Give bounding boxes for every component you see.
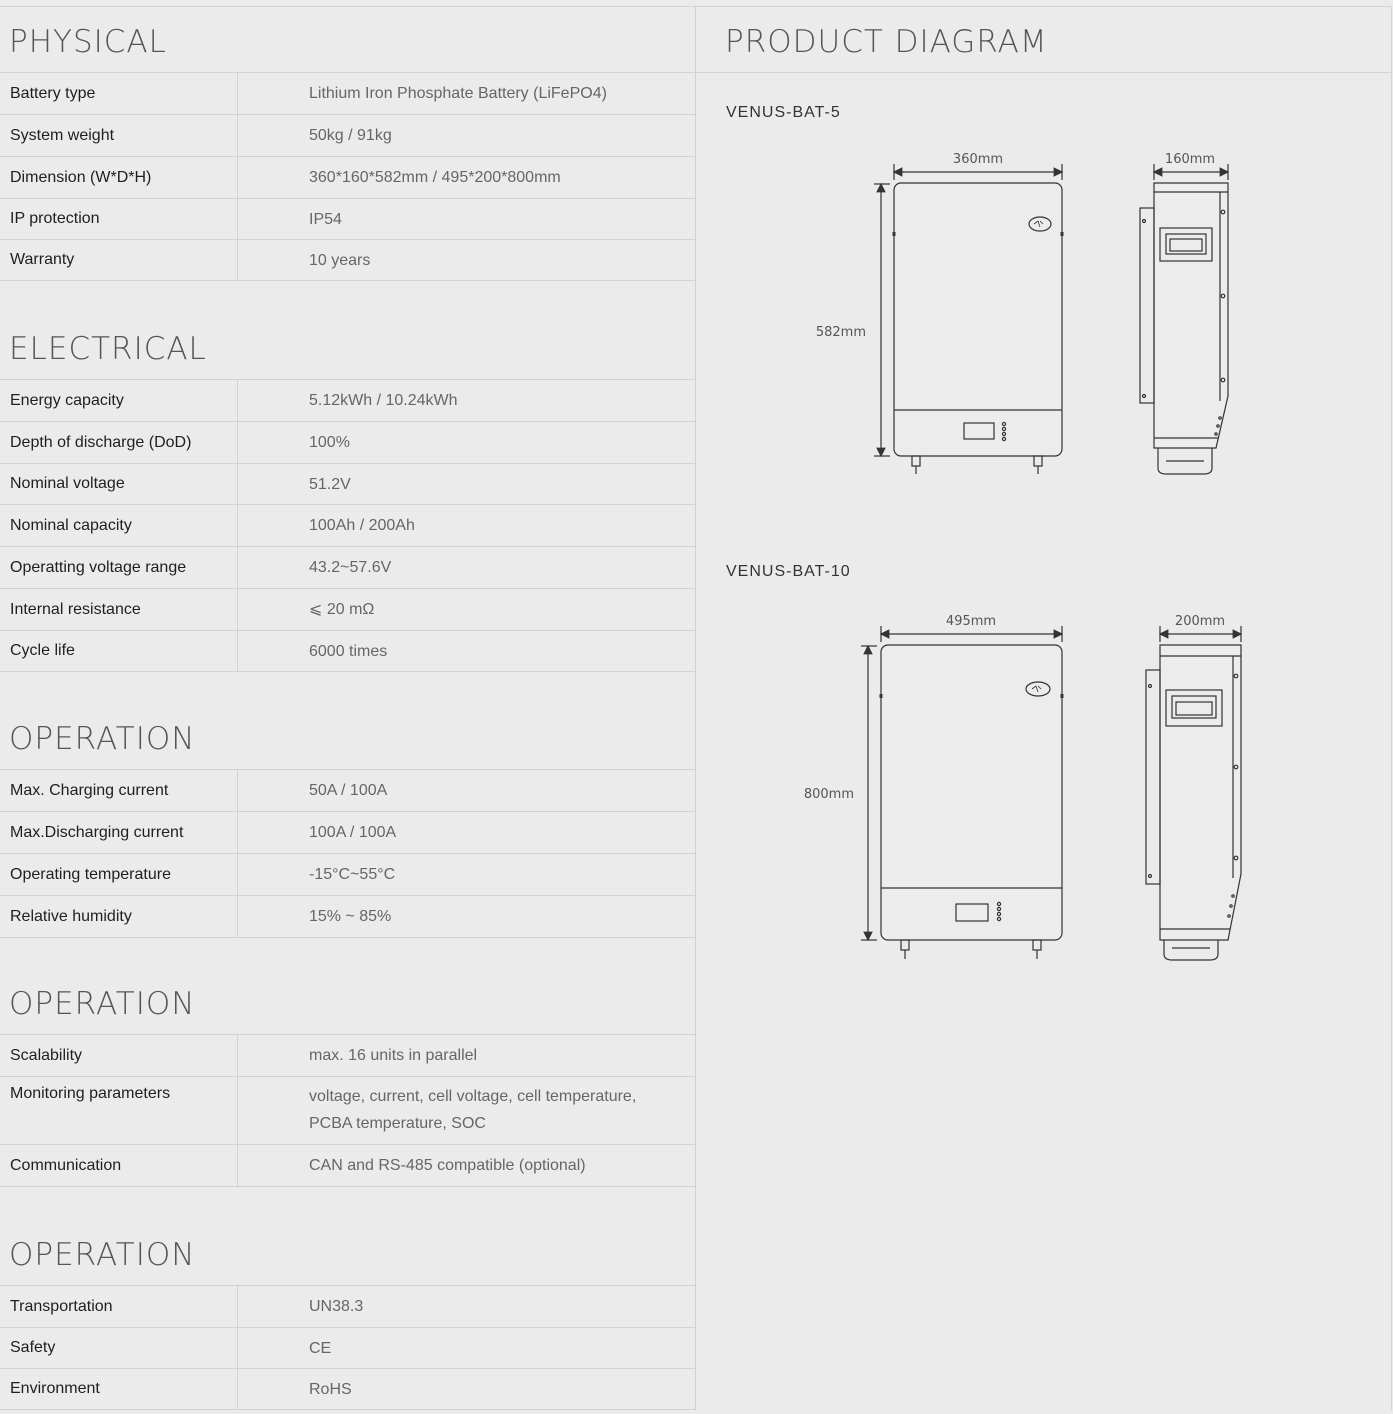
spec-label: Transportation: [0, 1286, 238, 1327]
operation-heading: OPERATION: [9, 986, 196, 1022]
model-name: VENUS-BAT-10: [726, 563, 851, 580]
operation-table: [0, 1034, 695, 1187]
height-label: 800mm: [803, 787, 854, 802]
spec-value: Lithium Iron Phosphate Battery (LiFePO4): [309, 85, 607, 102]
model-name: VENUS-BAT-5: [726, 104, 841, 121]
spec-value: 100%: [309, 434, 350, 451]
spec-label: Relative humidity: [0, 896, 238, 937]
table-row: [0, 896, 695, 938]
spec-value: 51.2V: [309, 475, 351, 493]
spec-value-line: PCBA temperature, SOC: [309, 1115, 486, 1132]
spec-value: max. 16 units in parallel: [309, 1047, 478, 1064]
spec-value: 6000 times: [309, 642, 388, 660]
operation-table: [0, 769, 695, 938]
height-label: 582mm: [815, 325, 866, 340]
table-row: [0, 631, 695, 672]
width-label: 360mm: [952, 152, 1004, 167]
table-row: [0, 1077, 695, 1145]
table-row: [0, 115, 695, 157]
table-row: [0, 1145, 695, 1187]
table-row: [0, 812, 695, 854]
spec-value: 100Ah / 200Ah: [309, 517, 415, 534]
battery-dimension-drawing: [696, 6, 1391, 1410]
table-row: [0, 157, 695, 199]
spec-value: CE: [309, 1339, 332, 1357]
spec-value: RoHS: [309, 1380, 352, 1398]
operation-heading: OPERATION: [9, 721, 196, 757]
operation-table: [0, 1285, 695, 1410]
battery-large-front-view: [861, 626, 1062, 959]
spec-label: Monitoring parameters: [0, 1077, 238, 1144]
divider: [0, 6, 695, 7]
width-label: 495mm: [945, 614, 997, 629]
spec-value: 100A / 100A: [309, 824, 397, 841]
table-row: [0, 464, 695, 505]
table-row: [0, 1328, 695, 1369]
spec-label: Energy capacity: [0, 380, 238, 421]
spec-value: ⩽ 20 mΩ: [309, 601, 375, 618]
operation-heading: OPERATION: [9, 1237, 196, 1273]
spec-label: Internal resistance: [0, 589, 238, 630]
spec-label: Dimension (W*D*H): [0, 157, 238, 198]
specifications-panel: [0, 6, 696, 1410]
spec-label: Communication: [0, 1145, 238, 1186]
spec-label: Operating temperature: [0, 854, 238, 895]
spec-value-line: voltage, current, cell voltage, cell temperature,: [309, 1088, 637, 1105]
electrical-table: [0, 379, 695, 672]
spec-label: Scalability: [0, 1035, 238, 1076]
table-row: [0, 770, 695, 812]
table-row: [0, 854, 695, 896]
spec-value: 15% ~ 85%: [309, 908, 392, 925]
spec-label: Max.Discharging current: [0, 812, 238, 853]
spec-label: Nominal capacity: [0, 505, 238, 546]
table-row: [0, 505, 695, 547]
battery-large-side-view: [1146, 626, 1241, 960]
physical-table: [0, 72, 695, 281]
table-row: [0, 240, 695, 281]
product-diagram-heading: PRODUCT DIAGRAM: [725, 24, 1048, 60]
battery-small-front-view: [874, 164, 1062, 474]
spec-value: 43.2~57.6V: [309, 559, 392, 576]
product-diagram-panel: [696, 6, 1392, 1410]
spec-label: Environment: [0, 1369, 238, 1409]
spec-label: Cycle life: [0, 631, 238, 671]
spec-label: Max. Charging current: [0, 770, 238, 811]
spec-label: Battery type: [0, 73, 238, 114]
table-row: [0, 1369, 695, 1410]
spec-label: Safety: [0, 1328, 238, 1368]
spec-value: -15°C~55°C: [309, 866, 396, 883]
table-row: [0, 589, 695, 631]
depth-label: 200mm: [1174, 614, 1226, 629]
spec-value: 50kg / 91kg: [309, 127, 392, 144]
table-row: [0, 199, 695, 240]
table-row: [0, 380, 695, 422]
spec-value: IP54: [309, 210, 342, 228]
spec-label: Operatting voltage range: [0, 547, 238, 588]
spec-value: 360*160*582mm / 495*200*800mm: [309, 169, 561, 186]
physical-heading: PHYSICAL: [9, 24, 167, 60]
table-row: [0, 422, 695, 464]
spec-value: 10 years: [309, 251, 371, 269]
spec-value: 5.12kWh / 10.24kWh: [309, 392, 458, 409]
table-row: [0, 547, 695, 589]
depth-label: 160mm: [1164, 152, 1216, 167]
spec-label: Nominal voltage: [0, 464, 238, 504]
electrical-heading: ELECTRICAL: [9, 331, 207, 367]
table-row: [0, 1286, 695, 1328]
spec-label: Depth of discharge (DoD): [0, 422, 238, 463]
spec-label: System weight: [0, 115, 238, 156]
spec-value: [238, 1077, 695, 1144]
spec-label: IP protection: [0, 199, 238, 239]
spec-label: Warranty: [0, 240, 238, 280]
spec-value: UN38.3: [309, 1298, 364, 1315]
spec-value: CAN and RS-485 compatible (optional): [309, 1157, 586, 1174]
spec-value: 50A / 100A: [309, 782, 388, 799]
table-row: [0, 1035, 695, 1077]
table-row: [0, 73, 695, 115]
battery-small-side-view: [1140, 164, 1228, 474]
